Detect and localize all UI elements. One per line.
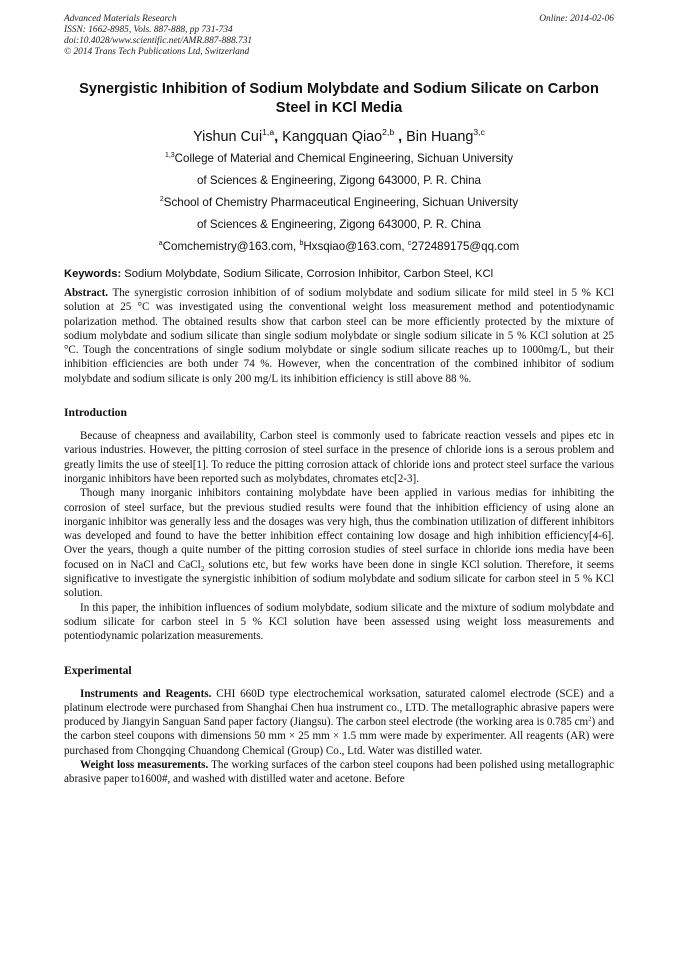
- paragraph-lead: Instruments and Reagents.: [80, 687, 212, 700]
- email-superscript: b: [299, 240, 304, 248]
- online-date: Online: 2014-02-06: [539, 14, 614, 24]
- author-superscript: 2,b: [382, 127, 395, 138]
- journal-name: Advanced Materials Research: [64, 14, 177, 24]
- affiliation-2-line-2: of Sciences & Engineering, Zigong 643000, P. R. China: [196, 218, 482, 231]
- affiliation-1: [64, 148, 614, 170]
- journal-issn: ISSN: 1662-8985, Vols. 887-888, pp 731-734: [64, 25, 233, 35]
- abstract-label: Abstract.: [64, 287, 109, 299]
- author-separator: ,: [394, 129, 407, 145]
- superscript: 2: [588, 715, 592, 723]
- intro-paragraph-1: Because of cheapness and availability, Carbon steel is commonly used to fabricate reaction vessels and pipes etc in various industries. However, the pitting corrosion of steel surface in the presence of chloride ions is a serous problem and greatly limits the use of steel[1]. To reduce the pitting corrosion attack of chloride ions and protect steel surface the various inorganic inhibitors have been reported such as molybdates, chromates etc[2-3].: [64, 430, 614, 485]
- intro-paragraph-2: [64, 486, 614, 600]
- experimental-paragraph-1: [64, 687, 614, 758]
- section-heading-experimental: Experimental: [64, 663, 132, 677]
- affiliation-line: College of Material and Chemical Engineering, Sichuan University: [174, 152, 513, 165]
- author-separator: ,: [274, 129, 283, 145]
- paper-title: Synergistic Inhibition of Sodium Molybdate and Sodium Silicate on Carbon Steel in KCl Media: [79, 81, 599, 116]
- email-address: Hxsqiao@163.com,: [303, 240, 408, 253]
- author-list: [64, 126, 614, 148]
- author-name: Bin Huang: [406, 129, 474, 145]
- keywords-label: Keywords:: [64, 268, 122, 280]
- keywords-text: Sodium Molybdate, Sodium Silicate, Corrosion Inhibitor, Carbon Steel, KCl: [121, 268, 494, 280]
- email-address: 272489175@qq.com: [411, 240, 520, 253]
- author-name: Yishun Cui: [193, 129, 263, 145]
- author-superscript: 3,c: [473, 127, 485, 138]
- email-superscript: a: [158, 240, 163, 248]
- email-address: Comchemistry@163.com,: [162, 240, 300, 253]
- paragraph-text: CHI 660D type electrochemical worksation, saturated calomel electrode (SCE) and a platinum electrode were purchased from Shanghai Chen hua instrument co., LTD. The metallographic abrasive papers were produced by Jiangyin Sanguan Sand paper factory (Jiangsu). The carbon steel electrode (the working area is 0.785 cm: [64, 687, 614, 729]
- journal-doi: doi:10.4028/www.scientific.net/AMR.887-888.731: [64, 36, 253, 46]
- author-emails: [64, 236, 614, 258]
- paragraph-lead: Weight loss measurements.: [80, 759, 209, 772]
- abstract: [64, 286, 614, 386]
- journal-copyright: © 2014 Trans Tech Publications Ltd, Switzerland: [64, 47, 250, 57]
- affiliation-line: School of Chemistry Pharmaceutical Engineering, Sichuan University: [163, 196, 519, 209]
- abstract-text: The synergistic corrosion inhibition of of sodium molybdate and sodium silicate for mild steel in 5 % KCl solution at 25 °C was investigated using the conventional weight loss measurement method and potentiodynamic polarization method. The obtained results show that carbon steel can be more efficiently protected by the mixture of sodium molybdate and sodium silicate than single sodium molybdate or single sodium silicate in 5 % KCl solution at 25 °C. Tough the concentrations of single sodium molybdate or single sodium silicate reaches up to 1000mg/L, but their inhibition efficiencies are both under 74 %. However, when the concentration of the combined inhibitor of sodium molybdate and sodium silicate is only 200 mg/L its inhibition efficiency is still above 88 %.: [64, 287, 614, 385]
- affiliation-2: [64, 192, 614, 214]
- section-heading-introduction: Introduction: [64, 406, 127, 420]
- email-superscript: c: [407, 240, 412, 248]
- author-name: Kangquan Qiao: [282, 129, 383, 145]
- paragraph-text: The working surfaces of the carbon steel coupons had been polished using metallographic abrasive paper to1600#, and washed with distilled water and acetone. Before: [64, 759, 614, 786]
- subscript: 2: [200, 564, 205, 573]
- keywords: [64, 266, 614, 282]
- paragraph-text: Though many inorganic inhibitors containing molybdate have been applied in various medias for inhibiting the corrosion of steel surface, but the previous studied results were found that the inhibition efficiency of using alone an inorganic inhibitor was generally less and the dosages was very high, thus the combination utilization of different inhibitors was developed and found to have the better inhibition effect containing low dosage and high inhibition efficiency[4-6]. Over the years, though a quite number of the pitting corrosion studies of steel surface in chloride ions media have been focused on in NaCl and CaCl: [64, 487, 614, 571]
- journal-header: [64, 14, 614, 58]
- affiliation-superscript: 1,3: [165, 152, 175, 160]
- affiliation-superscript: 2: [159, 196, 164, 204]
- affiliation-1-line-2: of Sciences & Engineering, Zigong 643000, P. R. China: [196, 174, 482, 187]
- paragraph-text: ) and the carbon steel coupons with dimensions 50 mm × 25 mm × 1.5 mm were made by experimenter. All reagents (AR) were purchased from Chongqing Chuandong Chemical (Group) Co., Ltd. Water was distilled water.: [64, 716, 614, 757]
- author-superscript: 1,a: [262, 127, 275, 138]
- intro-paragraph-3: In this paper, the inhibition influences of sodium molybdate, sodium silicate and the mixture of sodium molybdate and sodium silicate for carbon steel in 5 % KCl solution have been assessed using weight loss measurements and potentiodynamic polarization measurements.: [64, 601, 614, 643]
- experimental-paragraph-2: [64, 758, 614, 787]
- paragraph-text: solutions etc, but few works have been done in single KCl solution. Therefore, it seems significative to investigate the synergistic inhibition of sodium molybdate and sodium silicate for carbon steel in 5 % KCl solution.: [64, 558, 614, 600]
